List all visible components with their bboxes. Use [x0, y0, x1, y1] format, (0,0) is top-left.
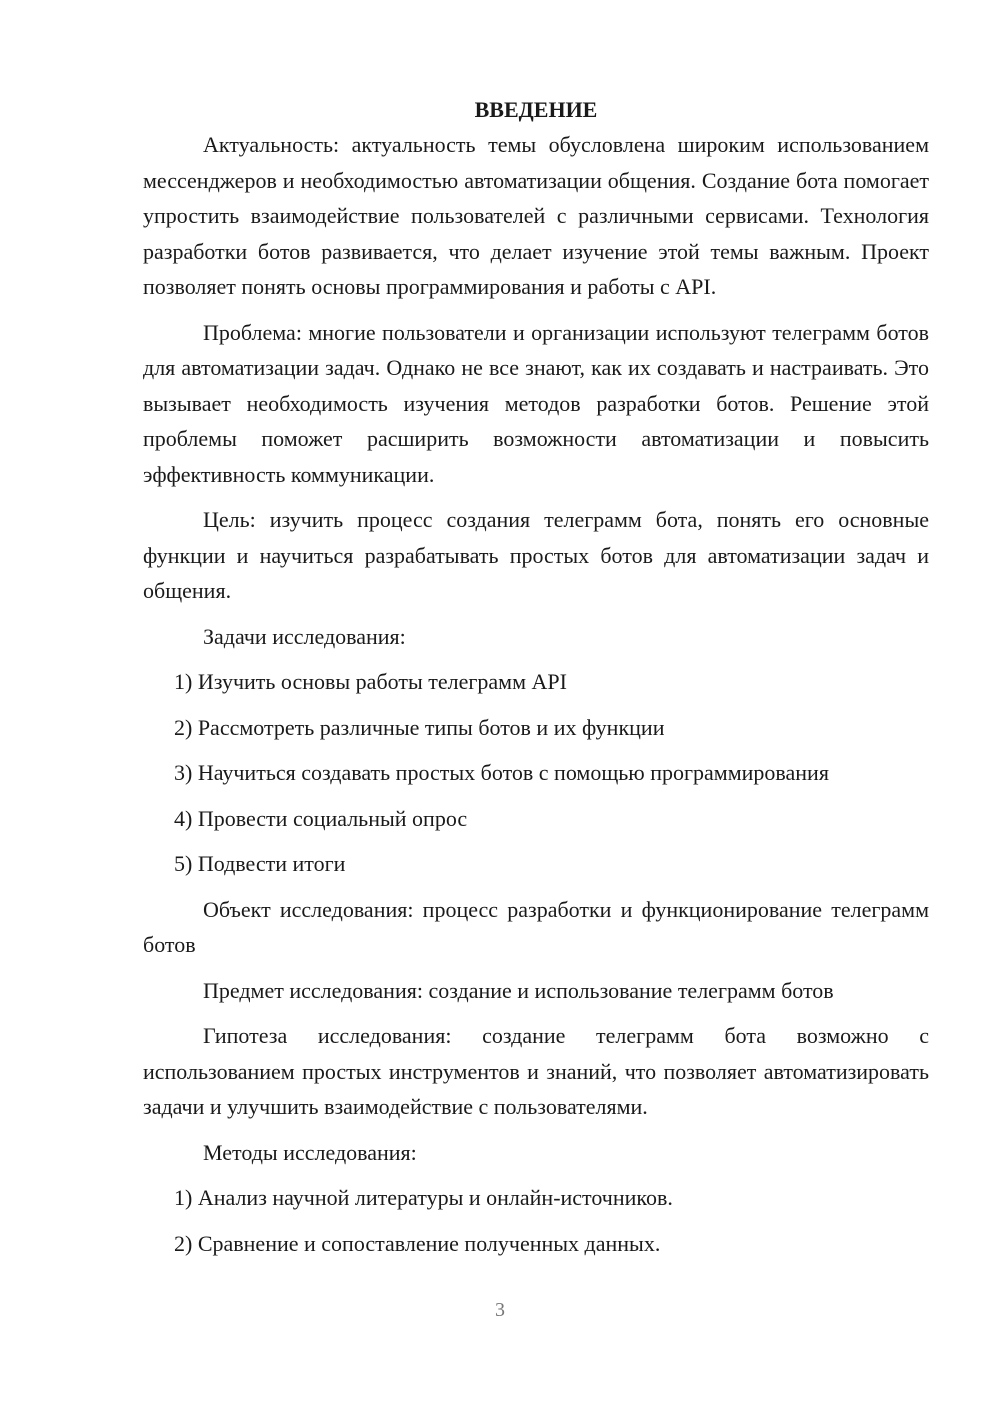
document-page — [143, 92, 929, 1261]
list-item: 2) Рассмотреть различные типы ботов и их функции — [174, 714, 665, 740]
list-item: 4) Провести социальный опрос — [174, 805, 468, 831]
list-item: 5) Подвести итоги — [174, 851, 346, 876]
page-number: 3 — [495, 1299, 505, 1321]
section-title: ВВЕДЕНИЕ — [474, 97, 598, 122]
list-item: 1) Изучить основы работы телеграмм API — [174, 669, 567, 694]
list-item: 1) Анализ научной литературы и онлайн-источников. — [174, 1185, 673, 1210]
paragraph-goal: Цель: изучить процесс создания телеграмм бота, понять его основные функции и научиться разрабатывать простых ботов для автоматизации задач и общения. — [143, 507, 929, 603]
paragraph-relevance: Актуальность: актуальность темы обусловлена широким использованием мессенджеров и необходимостью автоматизации общения. Создание бота помогает упростить взаимодействие пользователей с различными сервисами. Технология разработки ботов развивается, что делает изучение этой темы важным. Проект позволяет понять основы программирования и работы с API. — [143, 132, 929, 299]
paragraph-hypothesis: Гипотеза исследования: создание телеграмм бота возможно с использованием простых инструментов и знаний, что позволяет автоматизировать задачи и улучшить взаимодействие с пользователями. — [143, 1023, 929, 1119]
paragraph-methods-heading: Методы исследования: — [203, 1139, 417, 1165]
paragraph-object: Объект исследования: процесс разработки и функционирование телеграмм ботов — [143, 896, 929, 957]
list-item: 3) Научиться создавать простых ботов с помощью программирования — [174, 760, 829, 785]
list-item: 2) Сравнение и сопоставление полученных данных. — [174, 1230, 661, 1256]
paragraph-tasks-heading: Задачи исследования: — [203, 623, 406, 649]
paragraph-problem: Проблема: многие пользователи и организации используют телеграмм ботов для автоматизации задач. Однако не все знают, как их создавать и настраивать. Это вызывает необходимость изучения методов разработки ботов. Решение этой проблемы поможет расширить возможности автоматизации и повысить эффективность коммуникации. — [143, 319, 929, 487]
paragraph-subject: Предмет исследования: создание и использование телеграмм ботов — [203, 977, 834, 1003]
